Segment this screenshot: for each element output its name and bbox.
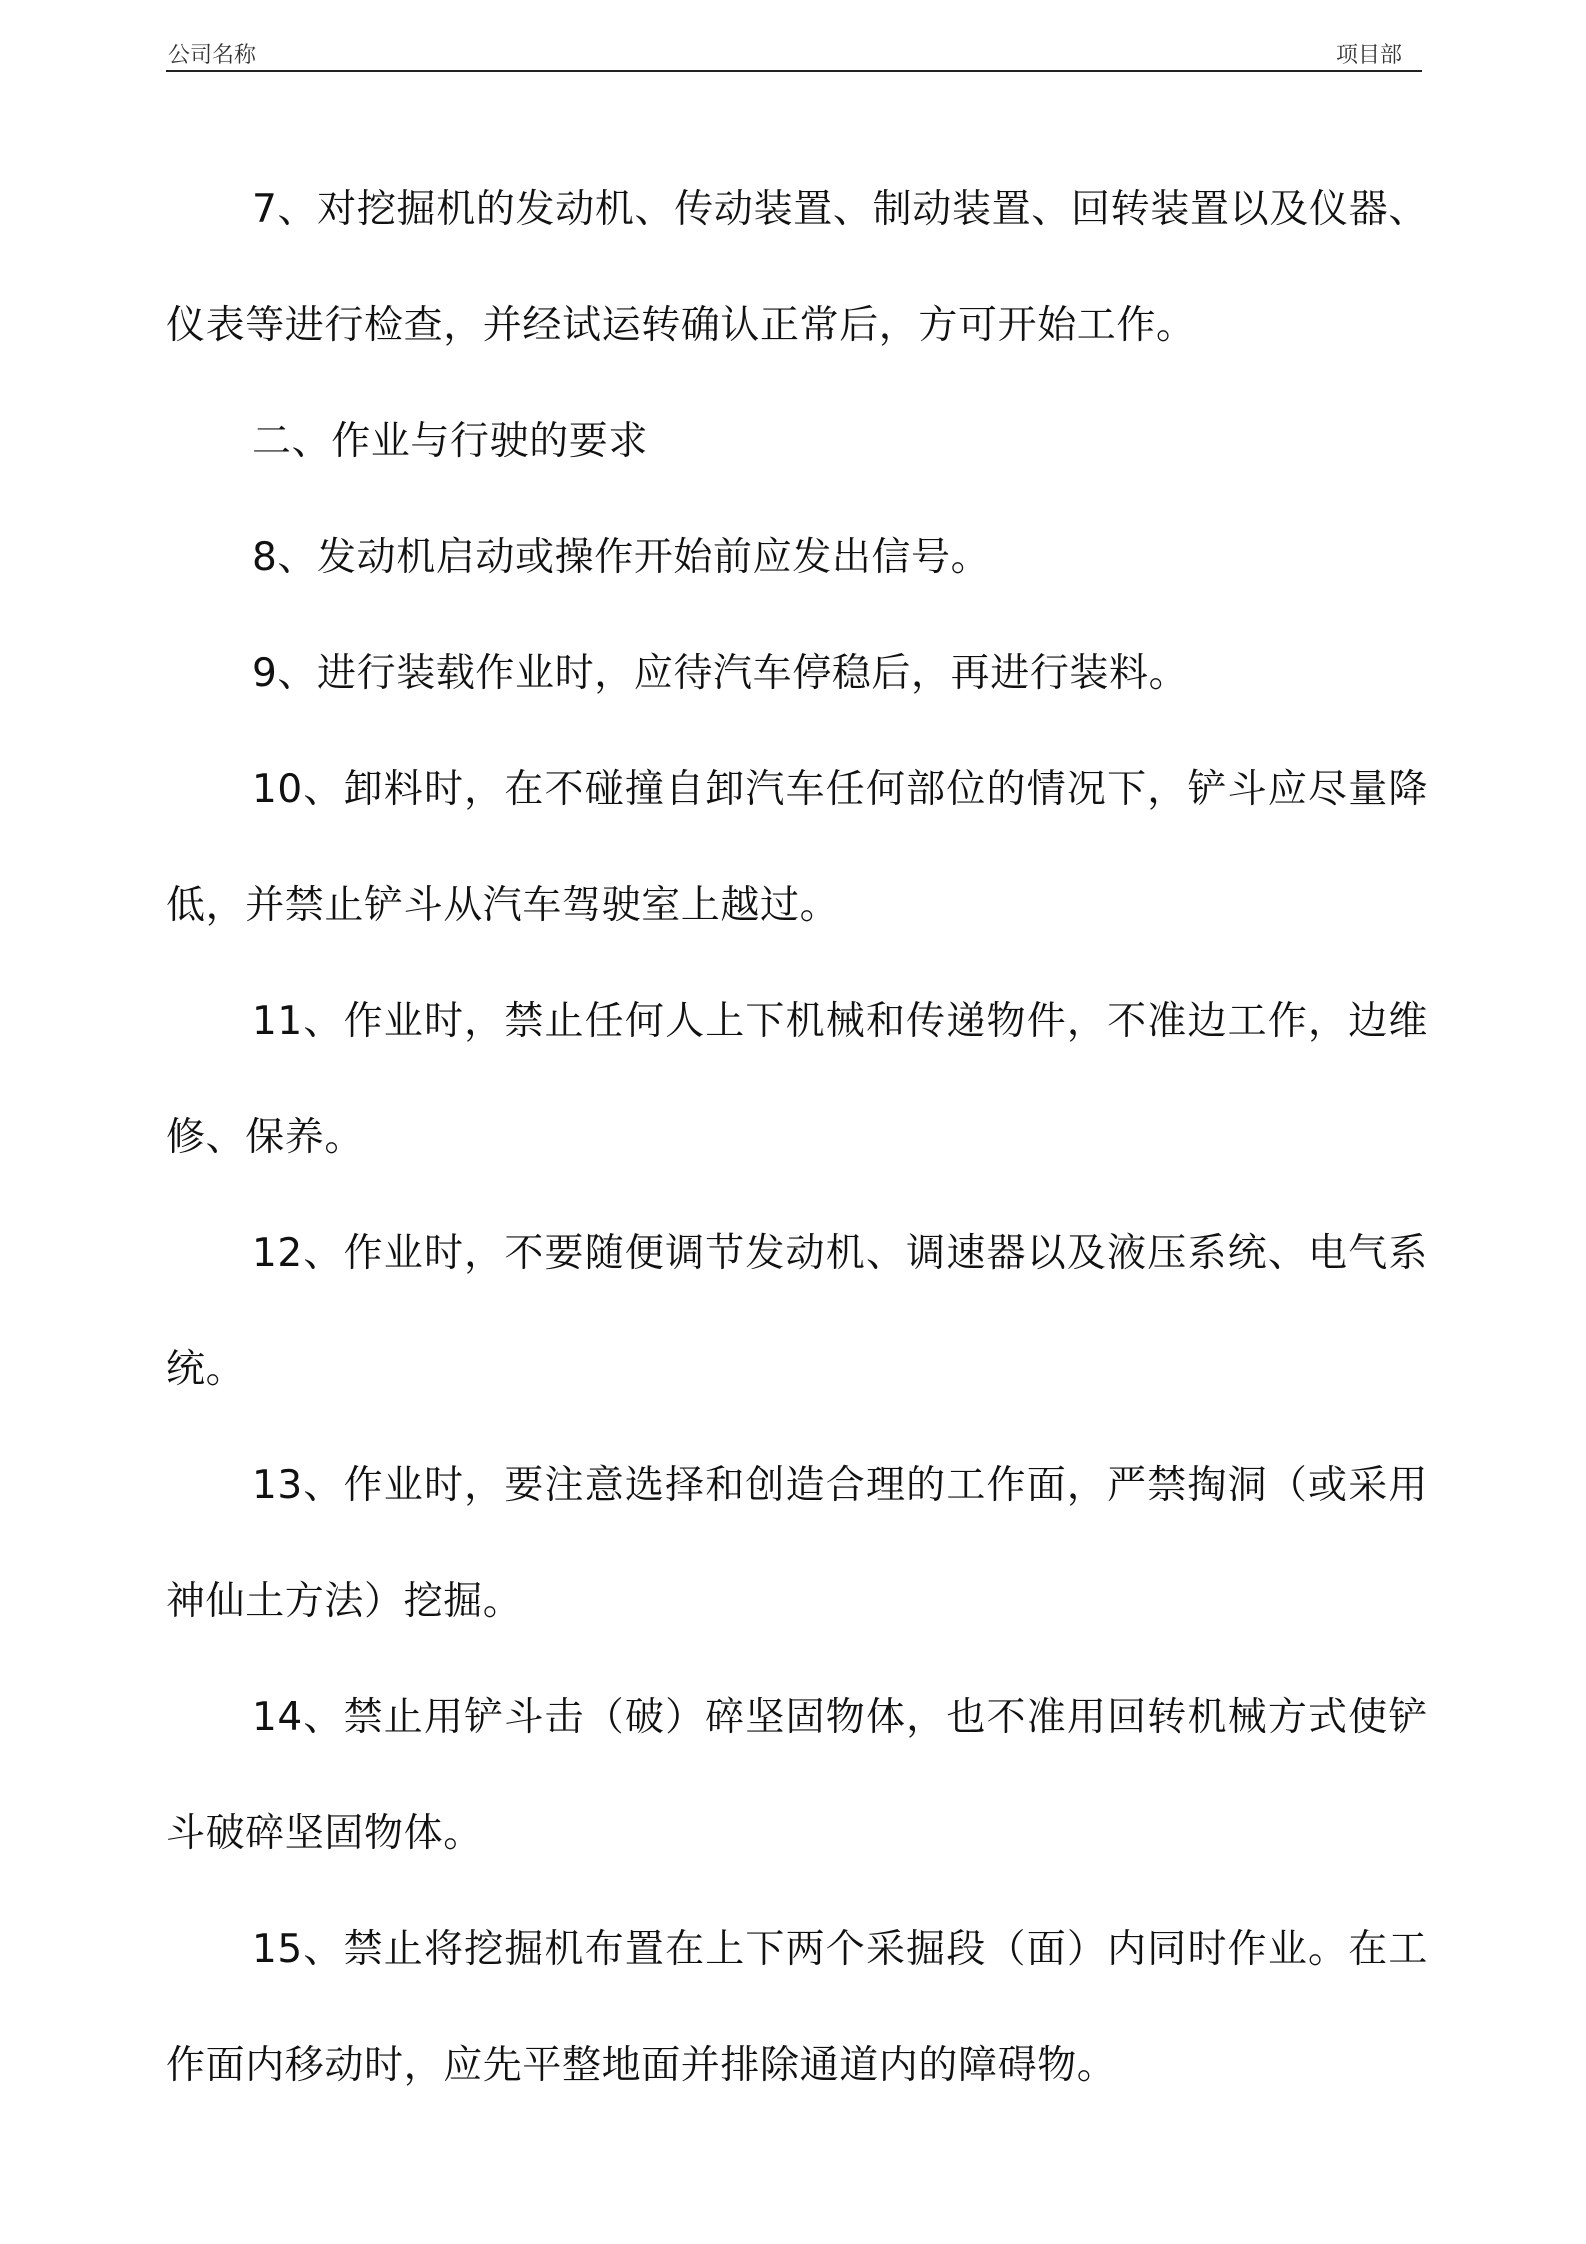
company-name: 公司名称 <box>168 43 257 68</box>
paragraph-11: 11、作业时，禁止任何人上下机械和传递物件，不准边工作，边维修、保养。 <box>166 999 1428 1160</box>
paragraph-7: 7、对挖掘机的发动机、传动装置、制动装置、回转装置以及仪器、仪表等进行检查，并经试运转确认正常后，方可开始工作。 <box>166 187 1428 348</box>
section-heading-2: 二、作业与行驶的要求 <box>252 419 649 464</box>
document-body <box>166 152 1428 2124</box>
paragraph-14: 14、禁止用铲斗击（破）碎坚固物体，也不准用回转机械方式使铲斗破碎坚固物体。 <box>166 1695 1428 1856</box>
paragraph-10: 10、卸料时，在不碰撞自卸汽车任何部位的情况下，铲斗应尽量降低，并禁止铲斗从汽车驾驶室上越过。 <box>166 767 1428 928</box>
paragraph-8: 8、发动机启动或操作开始前应发出信号。 <box>252 535 991 580</box>
paragraph-12: 12、作业时，不要随便调节发动机、调速器以及液压系统、电气系统。 <box>166 1231 1428 1392</box>
paragraph-13: 13、作业时，要注意选择和创造合理的工作面，严禁掏洞（或采用神仙土方法）挖掘。 <box>166 1463 1428 1624</box>
paragraph-15: 15、禁止将挖掘机布置在上下两个采掘段（面）内同时作业。在工作面内移动时，应先平整地面并排除通道内的障碍物。 <box>166 1927 1428 2088</box>
page-header <box>166 36 1422 72</box>
paragraph-9: 9、进行装载作业时，应待汽车停稳后，再进行装料。 <box>252 651 1189 696</box>
department-name: 项目部 <box>1335 43 1402 68</box>
